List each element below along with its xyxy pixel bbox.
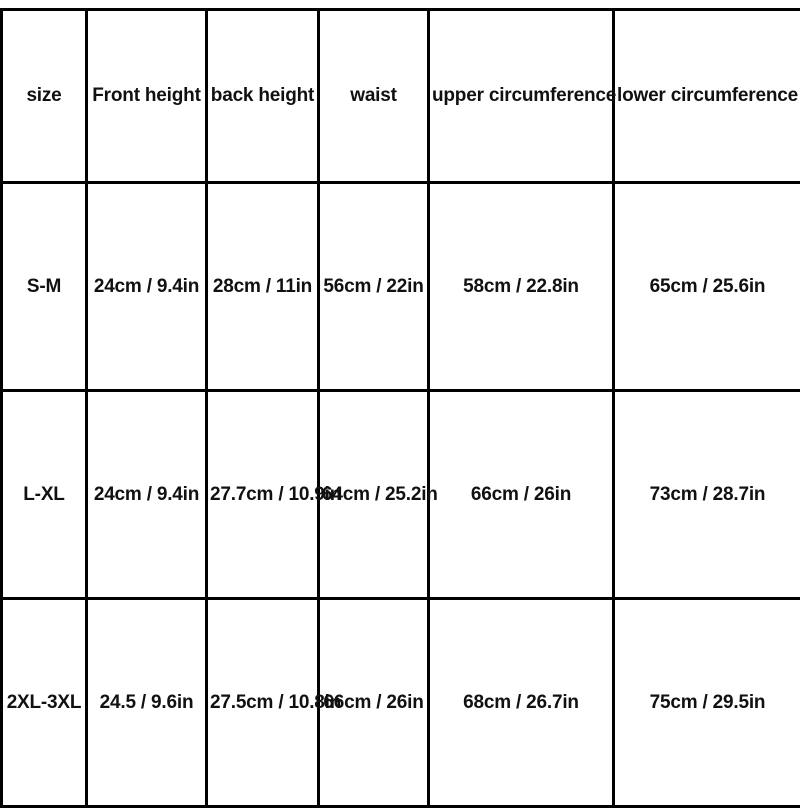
cell-lower-circumference: 73cm / 28.7in xyxy=(614,391,800,599)
cell-upper-circumference: 68cm / 26.7in xyxy=(429,599,614,807)
cell-back-height: 28cm / 11in xyxy=(207,183,319,391)
column-header-front-height: Front height xyxy=(87,10,207,183)
cell-front-height: 24cm / 9.4in xyxy=(87,391,207,599)
cell-lower-circumference: 65cm / 25.6in xyxy=(614,183,800,391)
cell-upper-circumference: 58cm / 22.8in xyxy=(429,183,614,391)
cell-waist: 56cm / 22in xyxy=(319,183,429,391)
cell-size: 2XL-3XL xyxy=(2,599,87,807)
cell-upper-circumference: 66cm / 26in xyxy=(429,391,614,599)
column-header-waist: waist xyxy=(319,10,429,183)
cell-back-height: 27.7cm / 10.9in xyxy=(207,391,319,599)
table-row xyxy=(2,183,800,391)
cell-size: L-XL xyxy=(2,391,87,599)
column-header-lower-circumference: lower circumference xyxy=(614,10,800,183)
table-row xyxy=(2,599,800,807)
column-header-back-height: back height xyxy=(207,10,319,183)
cell-waist: 64cm / 25.2in xyxy=(319,391,429,599)
cell-front-height: 24cm / 9.4in xyxy=(87,183,207,391)
cell-back-height: 27.5cm / 10.8in xyxy=(207,599,319,807)
cell-front-height: 24.5 / 9.6in xyxy=(87,599,207,807)
cell-waist: 66cm / 26in xyxy=(319,599,429,807)
size-chart-table xyxy=(0,8,800,808)
table-header-row xyxy=(2,10,800,183)
cell-size: S-M xyxy=(2,183,87,391)
table-row xyxy=(2,391,800,599)
cell-lower-circumference: 75cm / 29.5in xyxy=(614,599,800,807)
column-header-upper-circumference: upper circumference xyxy=(429,10,614,183)
column-header-size: size xyxy=(2,10,87,183)
